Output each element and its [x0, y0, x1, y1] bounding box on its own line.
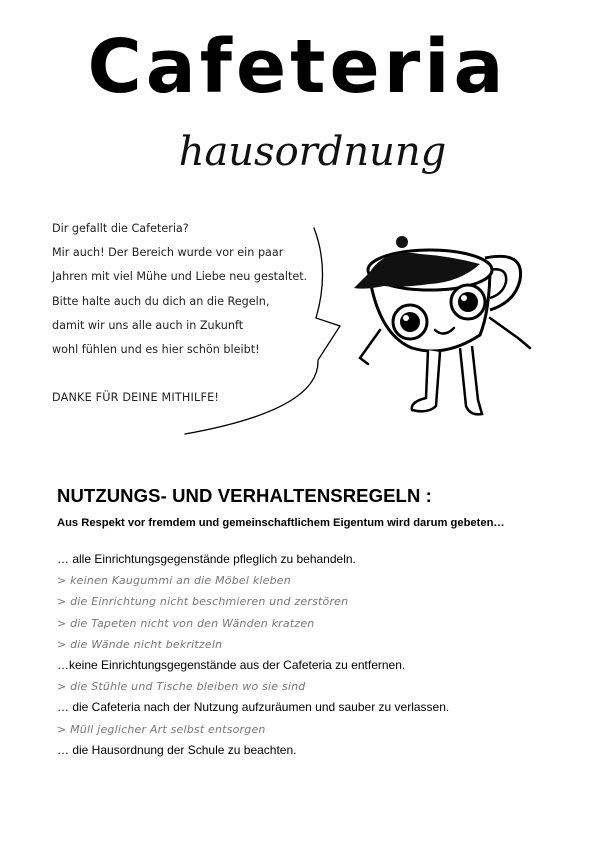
rule-item: … die Hausordnung der Schule zu beachten. [57, 742, 297, 757]
page-subtitle: hausordnung [178, 129, 447, 175]
rule-subitem: > die Wände nicht bekritzeln [57, 637, 223, 651]
rule-item: … die Cafeteria nach der Nutzung aufzuräumen und sauber zu verlassen. [57, 700, 450, 715]
intro-line: Mir auch! Der Bereich wurde vor ein paar [52, 246, 284, 260]
intro-line: Bitte halte auch du dich an die Regeln, [52, 294, 270, 308]
page-title: Cafeteria [87, 24, 508, 110]
rules-heading: NUTZUNGS- UND VERHALTENSREGELN : [57, 485, 432, 506]
coffee-cup-mascot-icon [340, 230, 550, 430]
rule-subitem: > Müll jeglicher Art selbst entsorgen [57, 722, 266, 736]
rule-subitem: > die Stühle und Tische bleiben wo sie sind [57, 680, 306, 694]
intro-text [52, 217, 322, 410]
intro-line: Dir gefallt die Cafeteria? [52, 222, 189, 235]
rule-subitem: > die Einrichtung nicht beschmieren und zerstören [57, 595, 349, 609]
intro-line: wohl fühlen und es hier schön bleibt! [52, 343, 260, 357]
rules-list [57, 549, 449, 761]
rule-subitem: > keinen Kaugummi an die Möbel kleben [57, 574, 291, 588]
rule-item: … alle Einrichtungsgegenstände pfleglich zu behandeln. [57, 552, 356, 566]
thanks-line: DANKE FÜR DEINE MITHILFE! [52, 391, 220, 405]
rule-subitem: > die Tapeten nicht von den Wänden kratzen [57, 616, 315, 630]
intro-line: damit wir uns alle auch in Zukunft [52, 318, 244, 332]
rules-intro: Aus Respekt vor fremdem und gemeinschaftlichem Eigentum wird darum gebeten… [57, 517, 505, 529]
rule-item: …keine Einrichtungsgegenstände aus der Cafeteria zu entfernen. [57, 657, 406, 672]
intro-line: Jahren mit viel Mühe und Liebe neu gestaltet. [52, 270, 308, 284]
